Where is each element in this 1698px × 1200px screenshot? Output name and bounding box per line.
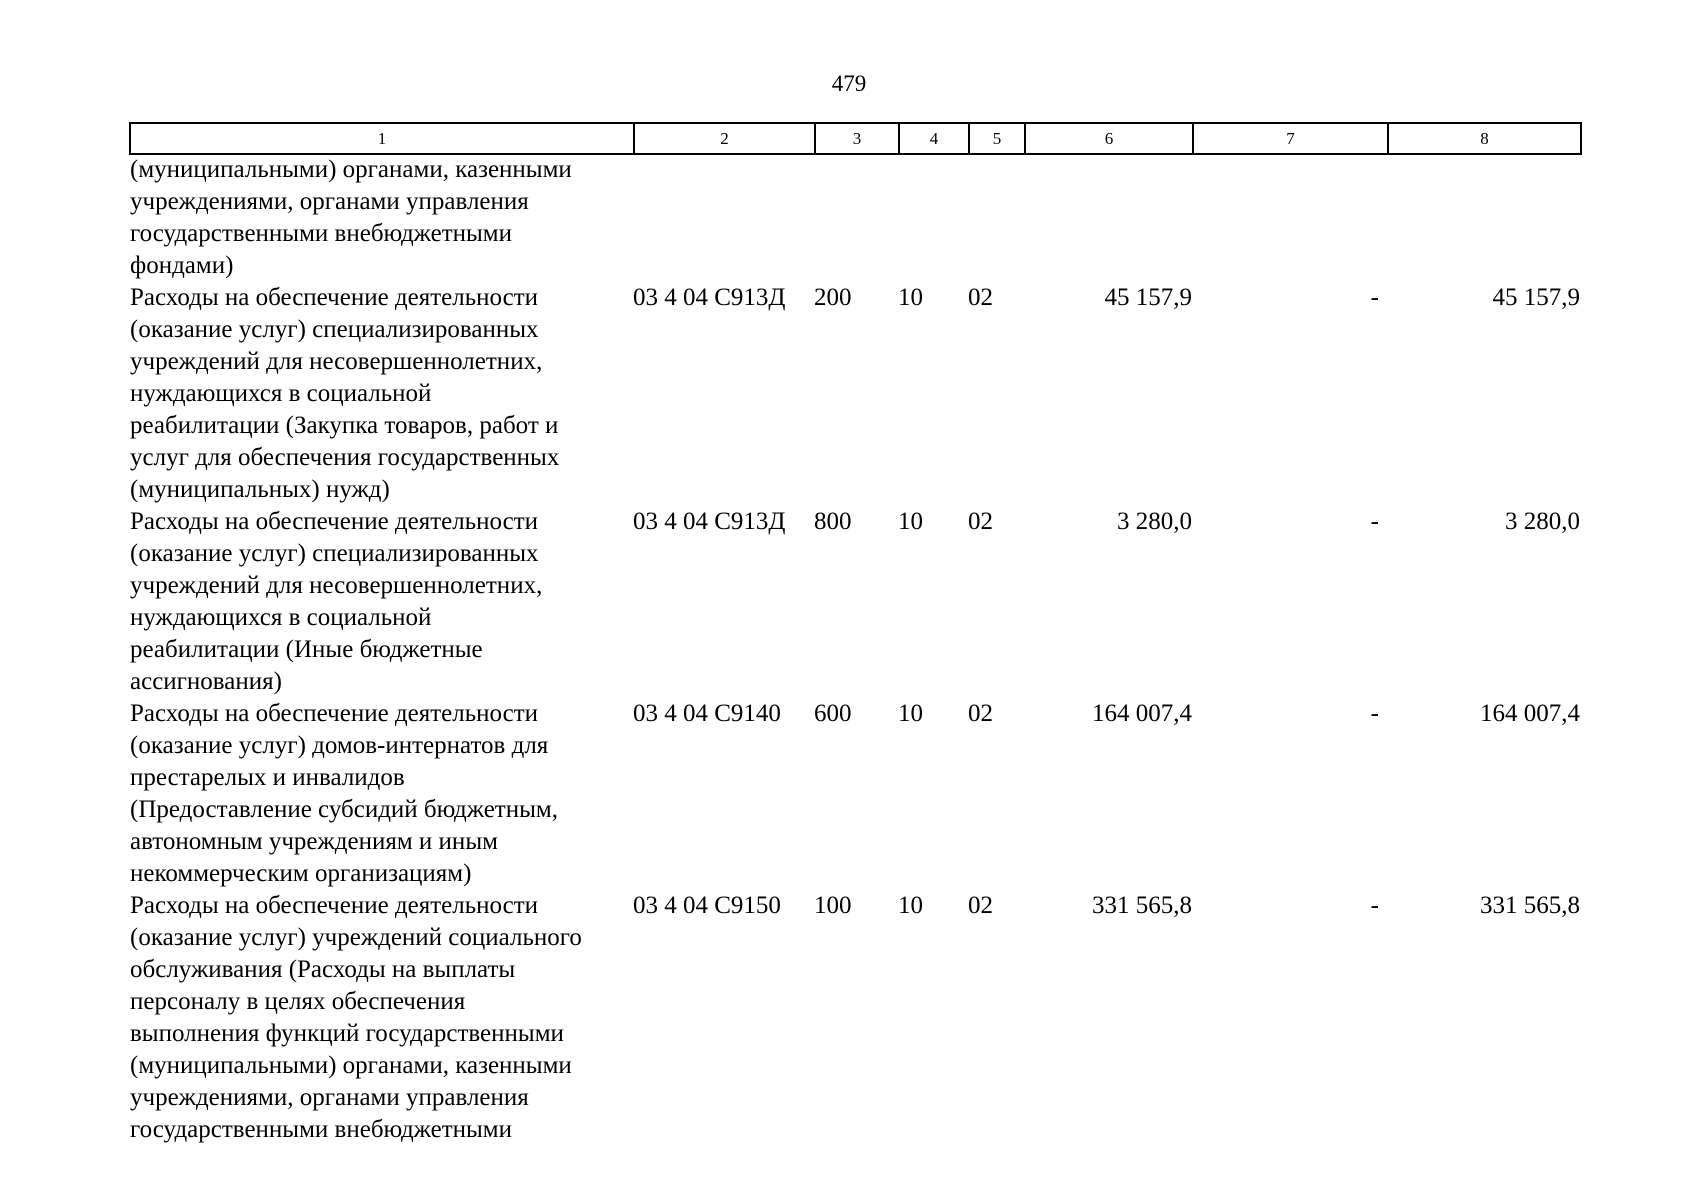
row-amount: 164 007,4	[1092, 700, 1192, 727]
row-subsection	[968, 154, 1024, 282]
row-change: -	[1370, 508, 1379, 535]
table-row	[129, 282, 1580, 506]
row-total: 3 280,0	[1505, 508, 1580, 535]
row-change: -	[1370, 284, 1379, 311]
table-row	[129, 890, 1580, 1146]
row-target-code	[633, 154, 814, 282]
table-row	[129, 506, 1580, 698]
table-row	[129, 154, 1580, 282]
row-change: -	[1370, 700, 1379, 727]
row-expense-type	[814, 154, 898, 282]
row-expense-type: 600	[814, 700, 852, 727]
row-target-code: 03 4 04 С913Д	[633, 508, 786, 535]
row-description: Расходы на обеспечение деятельности (оказание услуг) специализированных учреждений для несовершеннолетних, нуждающихся в социальной реабилитации (Закупка товаров, работ и услуг для обеспечения государственных (муниципальных) нужд)	[130, 284, 560, 503]
row-amount: 331 565,8	[1092, 892, 1192, 919]
row-subsection: 02	[968, 892, 993, 919]
header-cell-1: 1	[130, 123, 634, 154]
row-description: Расходы на обеспечение деятельности (оказание услуг) специализированных учреждений для несовершеннолетних, нуждающихся в социальной реабилитации (Иные бюджетные ассигнования)	[130, 508, 543, 695]
row-target-code: 03 4 04 С9150	[633, 892, 781, 919]
row-target-code: 03 4 04 С9140	[633, 700, 781, 727]
row-amount: 3 280,0	[1117, 508, 1192, 535]
header-cell-7: 7	[1193, 123, 1388, 154]
row-subsection: 02	[968, 284, 993, 311]
row-total: 331 565,8	[1480, 892, 1580, 919]
header-cell-6: 6	[1025, 123, 1193, 154]
row-expense-type: 100	[814, 892, 852, 919]
row-total: 164 007,4	[1480, 700, 1580, 727]
row-section: 10	[898, 508, 923, 535]
row-change: -	[1370, 892, 1379, 919]
row-expense-type: 800	[814, 508, 852, 535]
header-row	[130, 123, 1581, 154]
header-cell-2: 2	[634, 123, 815, 154]
row-subsection: 02	[968, 700, 993, 727]
budget-table	[129, 154, 1580, 1146]
row-description: (муниципальными) органами, казенными учреждениями, органами управления государственными внебюджетными фондами)	[130, 156, 572, 279]
row-subsection: 02	[968, 508, 993, 535]
row-description: Расходы на обеспечение деятельности (оказание услуг) учреждений социального обслуживания (Расходы на выплаты персоналу в целях обеспечения выполнения функций государственными (муниципальными) органами, казенными учреждениями, органами управления государственными внебюджетными	[130, 892, 582, 1143]
header-cell-5: 5	[969, 123, 1025, 154]
row-section	[898, 154, 968, 282]
header-cell-3: 3	[815, 123, 899, 154]
row-expense-type: 200	[814, 284, 852, 311]
header-cell-4: 4	[899, 123, 969, 154]
row-total: 45 157,9	[1492, 284, 1580, 311]
page-number: 479	[831, 71, 867, 96]
row-amount	[1024, 154, 1192, 282]
column-number-header	[129, 122, 1582, 155]
header-cell-8: 8	[1388, 123, 1581, 154]
row-section: 10	[898, 892, 923, 919]
table-row	[129, 698, 1580, 890]
row-amount: 45 157,9	[1104, 284, 1192, 311]
row-section: 10	[898, 700, 923, 727]
row-section: 10	[898, 284, 923, 311]
row-total	[1387, 154, 1580, 282]
row-description: Расходы на обеспечение деятельности (оказание услуг) домов-интернатов для престарелых и инвалидов (Предоставление субсидий бюджетным, автономным учреждениям и иным некоммерческим организациям)	[130, 700, 558, 887]
row-change	[1192, 154, 1387, 282]
row-target-code: 03 4 04 С913Д	[633, 284, 786, 311]
